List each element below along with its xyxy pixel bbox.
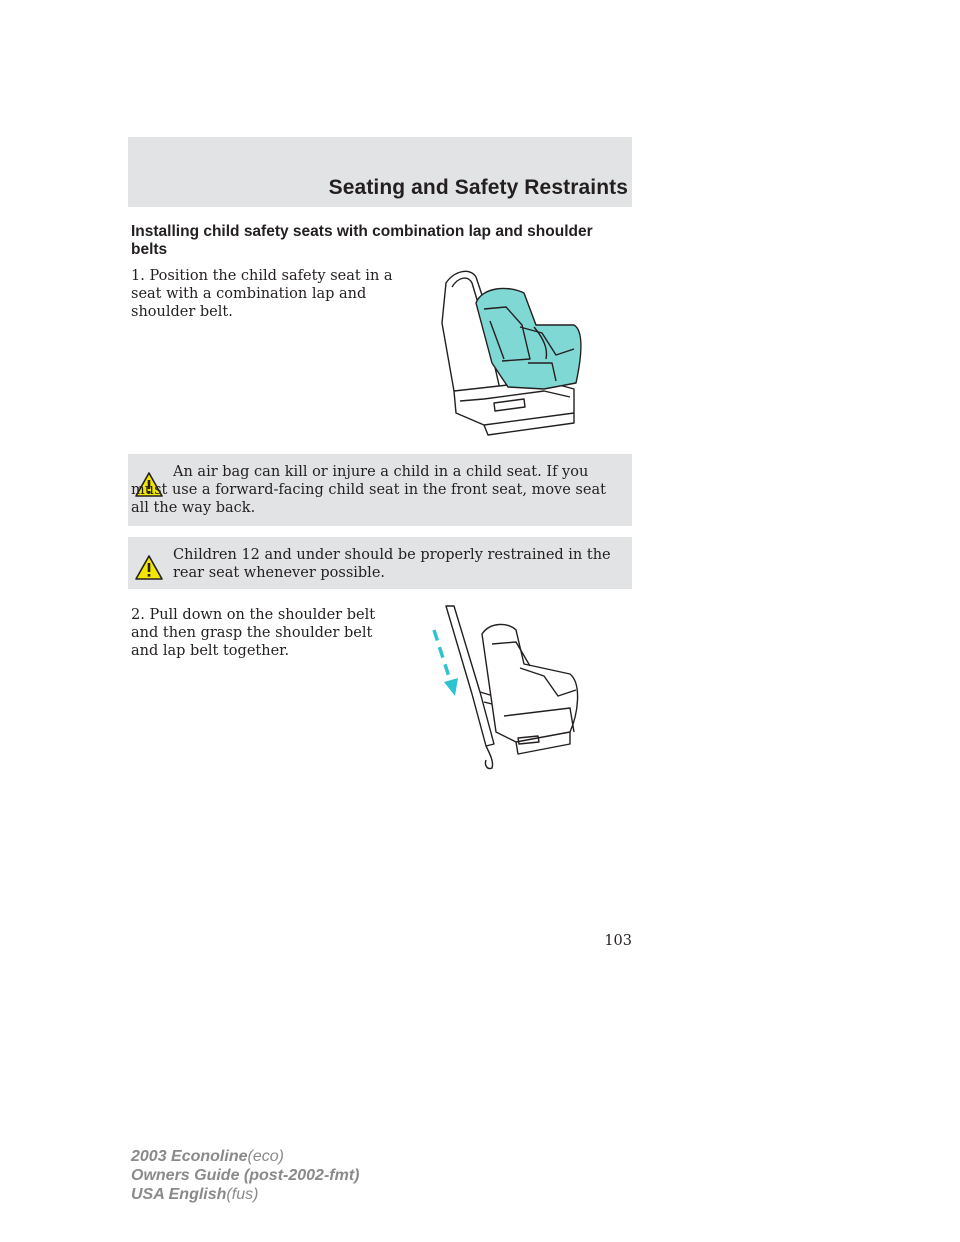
section-title: Seating and Safety Restraints	[328, 176, 628, 199]
pull-shoulder-belt-illustration	[420, 604, 600, 772]
child-seat-in-vehicle-seat-illustration	[424, 263, 596, 445]
warning-text: An air bag can kill or injure a child in a child seat. If you must use a forward-facing child seat in the front seat, move seat all the way back.	[131, 464, 606, 516]
page-heading: Installing child safety seats with combination lap and shoulder belts	[131, 223, 593, 258]
footer-guide: Owners Guide (post-2002-fmt)	[131, 1167, 360, 1184]
warning-text: Children 12 and under should be properly restrained in the rear seat whenever possible.	[173, 547, 611, 581]
footer-model-code: (eco)	[247, 1148, 284, 1165]
footer-language-code: (fus)	[226, 1186, 259, 1203]
warning-box-air-bag	[128, 454, 632, 526]
footer-model: 2003 Econoline	[131, 1148, 248, 1165]
warning-box-rear-seat	[128, 537, 632, 589]
document-footer	[131, 1147, 359, 1204]
step-2-text: 2. Pull down on the shoulder belt and then grasp the shoulder belt and lap belt together.	[131, 607, 376, 659]
page-number: 103	[604, 933, 632, 949]
warning-triangle-icon	[134, 554, 164, 581]
footer-language: USA English	[131, 1186, 227, 1203]
step-1-text: 1. Position the child safety seat in a seat with a combination lap and shoulder belt.	[131, 268, 393, 320]
section-header-band	[128, 137, 632, 207]
